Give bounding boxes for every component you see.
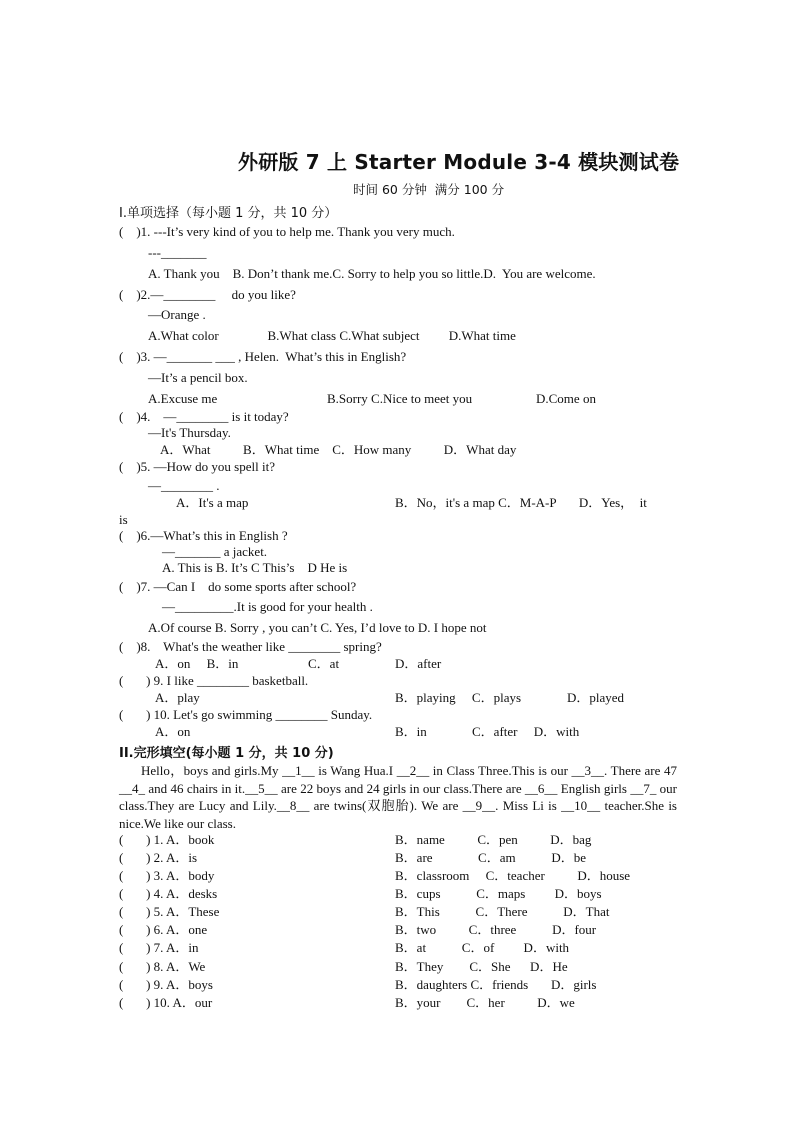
q3-option-a: A.Excuse me <box>148 391 218 406</box>
page-subtitle: 时间 60 分钟 满分 100 分 <box>353 182 505 197</box>
q2-answer-line: —Orange . <box>148 307 206 322</box>
page-title: 外研版 7 上 Starter Module 3-4 模块测试卷 <box>238 150 680 174</box>
section1-heading: I.单项选择（每小题 1 分，共 10 分） <box>119 206 338 221</box>
cloze-item-3-options: B．classroom C．teacher D．house <box>395 868 631 883</box>
q5-stem: ( )5. —How do you spell it? <box>119 459 275 474</box>
q9-stem: ( ) 9. I like ________ basketball. <box>119 673 309 688</box>
q3-stem: ( )3. —_______ ___ , Helen. What’s this in English? <box>119 349 407 364</box>
cloze-item-8-q: ( ) 8. A．We <box>119 959 206 974</box>
q8-option-d: D．after <box>395 656 442 671</box>
q2-options: A.What color B.What class C.What subject D.What time <box>148 328 516 343</box>
q6-stem: ( )6.—What’s this in English ? <box>119 528 288 543</box>
q3-options-bc: B.Sorry C.Nice to meet you <box>327 391 473 406</box>
cloze-item-3-q: ( ) 3. A．body <box>119 868 215 883</box>
q3-option-d: D.Come on <box>536 391 596 406</box>
cloze-item-10-q: ( ) 10. A．our <box>119 995 213 1010</box>
cloze-item-10-options: B．your C．her D．we <box>395 995 575 1010</box>
cloze-item-9-options: B．daughters C．friends D．girls <box>395 977 597 992</box>
q9-option-a: A．play <box>155 690 200 705</box>
q7-blank: —_________.It is good for your health . <box>162 599 373 614</box>
cloze-item-5-q: ( ) 5. A．These <box>119 904 220 919</box>
q5-wrap: is <box>119 512 128 527</box>
cloze-item-1-options: B．name C．pen D．bag <box>395 832 592 847</box>
q4-answer-line: —It's Thursday. <box>148 425 231 440</box>
q10-option-b: B．in <box>395 724 427 739</box>
q2-stem: ( )2.—________ do you like? <box>119 287 296 302</box>
q1-blank: ---_______ <box>148 245 207 260</box>
cloze-item-6-q: ( ) 6. A．one <box>119 922 208 937</box>
cloze-item-7-options: B．at C．of D．with <box>395 940 570 955</box>
cloze-item-6-options: B．two C．three D．four <box>395 922 597 937</box>
q8-stem: ( )8. What's the weather like ________ spring? <box>119 639 382 654</box>
q5-options-bcd: B．No，it's a map C．M-A-P D．Yes， it <box>395 495 647 510</box>
q10-stem: ( ) 10. Let's go swimming ________ Sunday. <box>119 707 373 722</box>
cloze-item-7-q: ( ) 7. A．in <box>119 940 199 955</box>
q5-option-a: A．It's a map <box>176 495 249 510</box>
q10-option-a: A．on <box>155 724 191 739</box>
q7-options: A.Of course B. Sorry , you can’t C. Yes, I’d love to D. I hope not <box>148 620 487 635</box>
cloze-item-4-q: ( ) 4. A．desks <box>119 886 218 901</box>
q6-options: A. This is B. It’s C This’s D He is <box>162 560 348 575</box>
cloze-item-5-options: B．This C．There D．That <box>395 904 610 919</box>
q4-stem: ( )4. —________ is it today? <box>119 409 289 424</box>
q6-blank: —_______ a jacket. <box>162 544 268 559</box>
q9-option-d: D．played <box>567 690 625 705</box>
q3-answer-line: —It’s a pencil box. <box>148 370 248 385</box>
q4-options: A．What B．What time C．How many D．What day <box>160 442 517 457</box>
section2-heading: II.完形填空(每小题 1 分，共 10 分) <box>119 746 334 761</box>
q8-option-c: C．at <box>308 656 340 671</box>
cloze-item-9-q: ( ) 9. A．boys <box>119 977 213 992</box>
cloze-item-2-q: ( ) 2. A．is <box>119 850 198 865</box>
q1-stem: ( )1. ---It’s very kind of you to help me. Thank you very much. <box>119 224 455 239</box>
q8-options-ab: A．on B．in <box>155 656 239 671</box>
cloze-passage: Hello，boys and girls.My __1__ is Wang Hua.I __2__ in Class Three.This is our __3__. There are 47 __4_ and 46 chairs in it.__5__ are 22 boys and 24 girls in our class.There are __6__ English girls __7_ our class.They are Lucy and Lily.__8__ are twins(双胞胎). We are __9__. Miss Li is __10__ teacher.She is nice.We like our class. <box>119 763 677 831</box>
cloze-item-2-options: B．are C．am D．be <box>395 850 587 865</box>
q7-stem: ( )7. —Can I do some sports after school? <box>119 579 357 594</box>
q1-options: A. Thank you B. Don’t thank me.C. Sorry to help you so little.D. You are welcome. <box>148 266 596 281</box>
q5-blank: —________ . <box>148 478 220 493</box>
q9-options-bc: B．playing C．plays <box>395 690 522 705</box>
cloze-item-1-q: ( ) 1. A．book <box>119 832 215 847</box>
q10-options-cd: C．after D．with <box>472 724 580 739</box>
cloze-item-4-options: B．cups C．maps D．boys <box>395 886 602 901</box>
cloze-item-8-options: B．They C．She D．He <box>395 959 568 974</box>
